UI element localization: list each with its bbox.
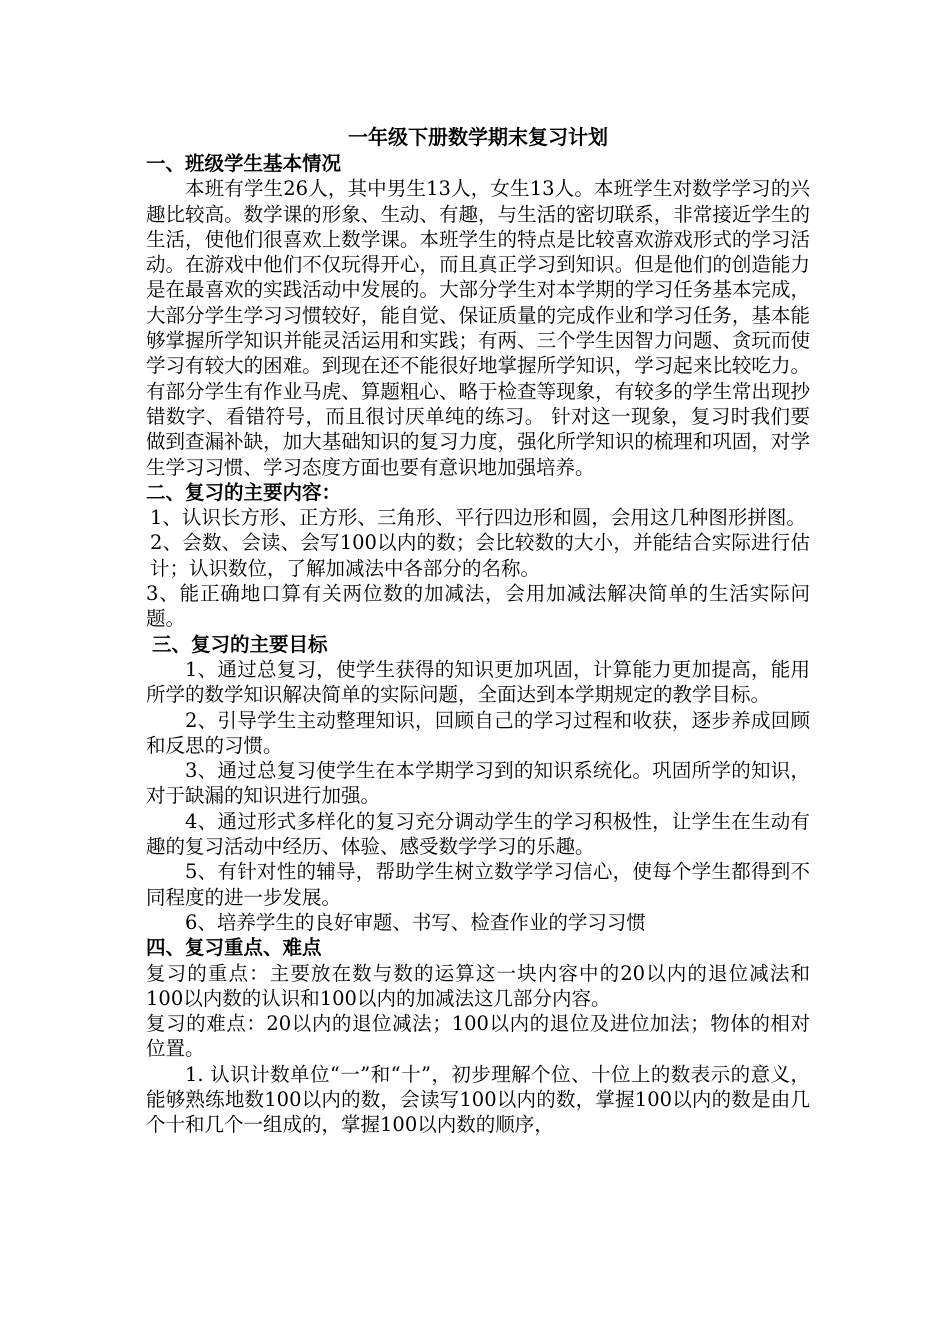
goal-item-5: 5、有针对性的辅导，帮助学生树立数学学习信心，使每个学生都得到不同程度的进一步发展。 [146,860,810,909]
goal-item-6: 6、培养学生的良好审题、书写、检查作业的学习习惯 [185,910,646,934]
section-heading-3: 三、复习的主要目标 [152,632,328,656]
document-page [146,124,810,1138]
review-item-1: 1. 认识计数单位“一”和“十”，初步理解个位、十位上的数表示的意义，能够熟练地数100以内的数，会读写100以内的数，掌握100以内的数是由几个十和几个一组成的，掌握100以内数的顺序， [146,1062,810,1137]
key-points-paragraph: 复习的重点：主要放在数与数的运算这一块内容中的20以内的退位减法和100以内数的认识和100以内的加减法这几部分内容。 [146,961,810,1010]
document-title: 一年级下册数学期末复习计划 [348,125,608,149]
content-item-1: 1、认识长方形、正方形、三角形、平行四边形和圆，会用这几种图形拼图。 [150,506,806,530]
section-heading-1: 一、班级学生基本情况 [146,152,342,175]
content-item-2: 2、会数、会读、会写100以内的数；会比较数的大小，并能结合实际进行估计；认识数位，了解加减法中各部分的名称。 [150,531,810,580]
difficult-points-paragraph: 复习的难点：20以内的退位减法；100以内的退位及进位加法；物体的相对位置。 [146,1012,810,1061]
goal-item-4: 4、通过形式多样化的复习充分调动学生的学习积极性，让学生在生动有趣的复习活动中经历、体验、感受数学学习的乐趣。 [146,809,810,859]
goal-item-2: 2、引导学生主动整理知识，回顾自己的学习过程和收获，逐步养成回顾和反思的习惯。 [146,708,810,757]
goal-item-1: 1、通过总复习，使学生获得的知识更加巩固，计算能力更加提高，能用所学的数学知识解决简单的实际问题，全面达到本学期规定的教学目标。 [146,657,810,707]
goal-item-3: 3、通过总复习使学生在本学期学习到的知识系统化。巩固所学的知识，对于缺漏的知识进行加强。 [146,759,810,808]
content-item-3: 3、能正确地口算有关两位数的加减法，会用加减法解决简单的生活实际问题。 [146,582,810,631]
section-heading-2: 二、复习的主要内容： [146,480,342,504]
section-heading-4: 四、复习重点、难点 [146,936,322,960]
section-1-paragraph: 本班有学生26人，其中男生13人，女生13人。本班学生对数学学习的兴趣比较高。数学课的形象、生动、有趣，与生活的密切联系，非常接近学生的生活，使他们很喜欢上数学课。本班学生的特点是比较喜欢游戏形式的学习活动。在游戏中他们不仅玩得开心，而且真正学习到知识。但是他们的创造能力是在最喜欢的实践活动中发展的。大部分学生对本学期的学习任务基本完成，大部分学生学习习惯较好，能自觉、保证质量的完成作业和学习任务，基本能够掌握所学知识并能灵活运用和实践；有两、三个学生因智力问题、贪玩而使学习有较大的困难。到现在还不能很好地掌握所学知识，学习起来比较吃力。有部分学生有作业马虎、算题粗心、略于检查等现象，有较多的学生常出现抄错数字、看错符号，而且很讨厌单纯的练习。 针对这一现象，复习时我们要做到查漏补缺，加大基础知识的复习力度，强化所学知识的梳理和巩固，对学生学习习惯、学习态度方面也要有意识地加强培养。 [146,177,810,479]
